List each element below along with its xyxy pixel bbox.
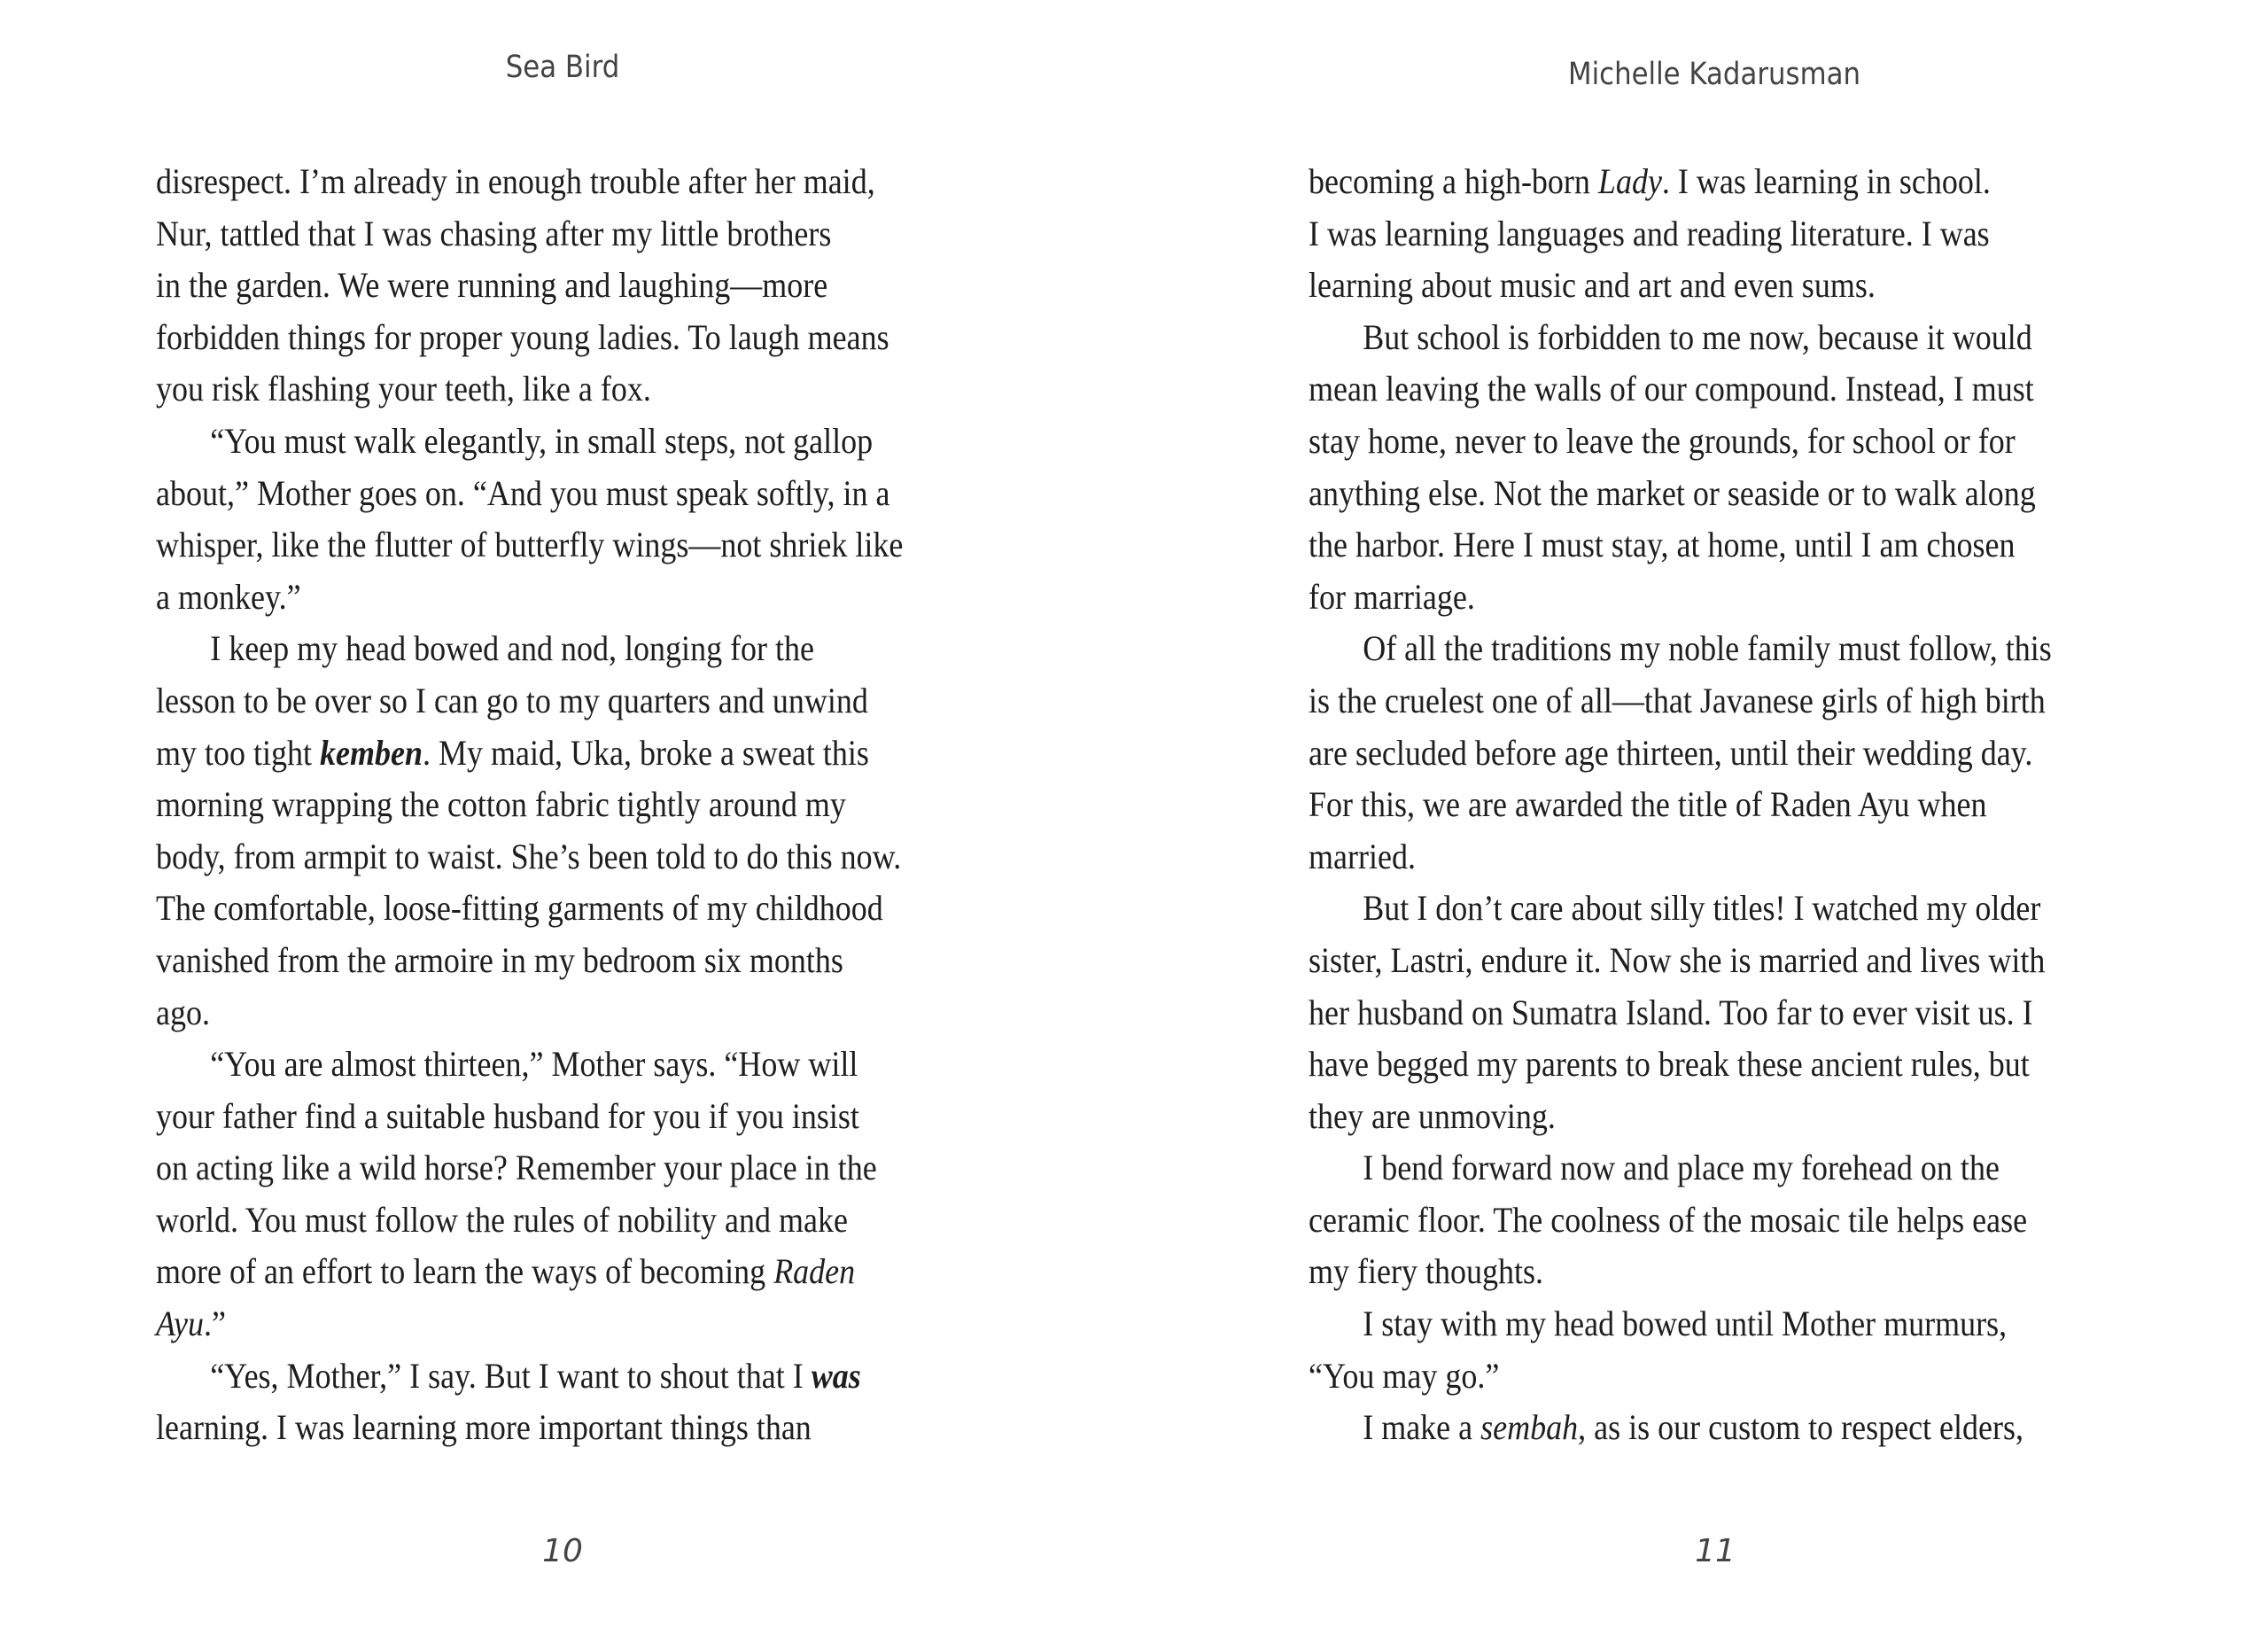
text-line	[1309, 1402, 2052, 1454]
text-line	[156, 416, 903, 468]
text-run: about,” Mother goes on. “And you must speak softly, in a	[156, 472, 890, 513]
text-run: I make a	[1363, 1407, 1481, 1448]
page-number: 10	[542, 1533, 583, 1569]
text-run: sister, Lastri, endure it. Now she is married and lives with	[1309, 939, 2046, 980]
text-line	[156, 1246, 903, 1298]
text-line	[1309, 1350, 2052, 1403]
page-body-text	[156, 156, 986, 1454]
text-line	[156, 312, 903, 364]
text-line	[156, 1091, 903, 1143]
text-run: anything else. Not the market or seaside or to walk along	[1309, 472, 2036, 513]
text-run: . My maid, Uka, broke a sweat this	[423, 732, 869, 773]
text-run: is the cruelest one of all—that Javanese girls of high birth	[1309, 680, 2046, 720]
text-run: have begged my parents to break these ancient rules, but	[1309, 1044, 2030, 1085]
text-run: body, from armpit to waist. She’s been told to do this now.	[156, 836, 902, 876]
text-line	[1309, 156, 2052, 208]
text-line	[156, 468, 903, 520]
text-line	[1309, 779, 2052, 831]
text-run: your father find a suitable husband for you if you insist	[156, 1095, 859, 1136]
text-line	[1309, 675, 2052, 728]
text-line	[1309, 1091, 2052, 1143]
text-run: you risk flashing your teeth, like a fox.	[156, 369, 651, 409]
emphasized-word: kemben	[320, 732, 423, 773]
text-line	[156, 1039, 903, 1091]
text-line	[1309, 623, 2052, 675]
text-run: my fiery thoughts.	[1309, 1251, 1543, 1292]
text-run: they are unmoving.	[1309, 1095, 1556, 1136]
text-line	[1309, 572, 2052, 624]
emphasized-word: Lady	[1597, 161, 1662, 201]
text-line	[156, 1350, 903, 1403]
text-run: world. You must follow the rules of nobility and make	[156, 1199, 848, 1240]
text-run: But I don’t care about silly titles! I watched my older	[1363, 888, 2041, 929]
text-run: vanished from the armoire in my bedroom six months	[156, 939, 843, 980]
text-line	[1309, 728, 2052, 780]
text-line	[1309, 363, 2052, 416]
text-run: ago.	[156, 992, 210, 1032]
text-line	[156, 156, 903, 208]
text-run: “Yes, Mother,” I say. But I want to shout that I	[210, 1355, 812, 1396]
text-line	[156, 935, 903, 987]
text-line	[156, 675, 903, 728]
page-body-text	[1309, 156, 2134, 1454]
emphasized-word: sembah	[1480, 1407, 1579, 1448]
text-run: “You are almost thirteen,” Mother says. “How will	[210, 1044, 858, 1085]
text-line	[156, 1142, 903, 1195]
text-line	[156, 728, 903, 780]
text-line	[156, 779, 903, 831]
text-run: The comfortable, loose-fitting garments of my childhood	[156, 888, 883, 929]
text-line	[1309, 468, 2052, 520]
text-run: a monkey.”	[156, 576, 301, 617]
text-run: ceramic floor. The coolness of the mosaic tile helps ease	[1309, 1199, 2028, 1240]
emphasized-word: Ayu	[156, 1304, 204, 1344]
text-run: I bend forward now and place my forehead on the	[1363, 1148, 2000, 1188]
text-line	[156, 208, 903, 261]
text-line	[156, 572, 903, 624]
text-line	[156, 987, 903, 1039]
text-run: For this, we are awarded the title of Raden Ayu when	[1309, 784, 1987, 825]
text-run: I stay with my head bowed until Mother murmurs,	[1363, 1304, 2008, 1344]
text-line	[156, 260, 903, 312]
text-run: I keep my head bowed and nod, longing for the	[210, 628, 815, 669]
text-line	[1309, 312, 2052, 364]
text-run: in the garden. We were running and laughing—more	[156, 265, 828, 306]
text-run: whisper, like the flutter of butterfly wings—not shriek like	[156, 525, 904, 565]
emphasized-word: was	[811, 1355, 861, 1396]
text-run: becoming a high-born	[1309, 161, 1598, 201]
running-head-author: Michelle Kadarusman	[1568, 57, 1860, 92]
text-run: mean leaving the walls of our compound. Instead, I must	[1309, 369, 2034, 409]
text-run: my too tight	[156, 732, 321, 773]
text-run: lesson to be over so I can go to my quarters and unwind	[156, 680, 868, 720]
text-run: disrespect. I’m already in enough trouble after her maid,	[156, 161, 875, 201]
text-line	[156, 519, 903, 572]
text-line	[156, 1298, 903, 1350]
text-run: the harbor. Here I must stay, at home, until I am chosen	[1309, 525, 2016, 565]
emphasized-word: Raden	[773, 1251, 856, 1292]
text-run: her husband on Sumatra Island. Too far to ever visit us. I	[1309, 992, 2033, 1032]
text-run: learning about music and art and even sums.	[1309, 265, 1876, 306]
text-run: on acting like a wild horse? Remember your place in the	[156, 1148, 877, 1188]
text-run: Nur, tattled that I was chasing after my little brothers	[156, 213, 832, 253]
text-run: Of all the traditions my noble family must follow, this	[1363, 628, 2052, 669]
running-head-title: Sea Bird	[505, 50, 620, 85]
text-run: .”	[203, 1304, 226, 1344]
text-run: are secluded before age thirteen, until their wedding day.	[1309, 732, 2033, 773]
text-line	[156, 883, 903, 935]
text-run: married.	[1309, 836, 1416, 876]
text-run: stay home, never to leave the grounds, for school or for	[1309, 420, 2016, 461]
right-page	[1134, 0, 2268, 1650]
text-run: , as is our custom to respect elders,	[1578, 1407, 2024, 1448]
text-line	[1309, 1246, 2052, 1298]
text-line	[156, 831, 903, 883]
text-run: But school is forbidden to me now, because it would	[1363, 316, 2032, 357]
text-line	[1309, 1298, 2052, 1350]
text-line	[1309, 883, 2052, 935]
text-run: “You may go.”	[1309, 1355, 1500, 1396]
text-line	[1309, 1195, 2052, 1247]
text-run: forbidden things for proper young ladies. To laugh means	[156, 316, 889, 357]
text-line	[1309, 519, 2052, 572]
text-line	[1309, 987, 2052, 1039]
text-run: morning wrapping the cotton fabric tightly around my	[156, 784, 846, 825]
text-line	[1309, 416, 2052, 468]
text-line	[1309, 1142, 2052, 1195]
text-line	[156, 363, 903, 416]
text-line	[156, 623, 903, 675]
text-run: . I was learning in school.	[1661, 161, 1991, 201]
text-run: “You must walk elegantly, in small steps, not gallop	[210, 420, 874, 461]
text-run: learning. I was learning more important things than	[156, 1407, 812, 1448]
text-line	[1309, 208, 2052, 261]
text-line	[156, 1402, 903, 1454]
text-run: I was learning languages and reading literature. I was	[1309, 213, 1990, 253]
text-run: more of an effort to learn the ways of becoming	[156, 1251, 774, 1292]
text-line	[156, 1195, 903, 1247]
text-line	[1309, 260, 2052, 312]
text-line	[1309, 935, 2052, 987]
text-line	[1309, 831, 2052, 883]
page-number: 11	[1695, 1533, 1736, 1569]
text-run: for marriage.	[1309, 576, 1475, 617]
text-line	[1309, 1039, 2052, 1091]
